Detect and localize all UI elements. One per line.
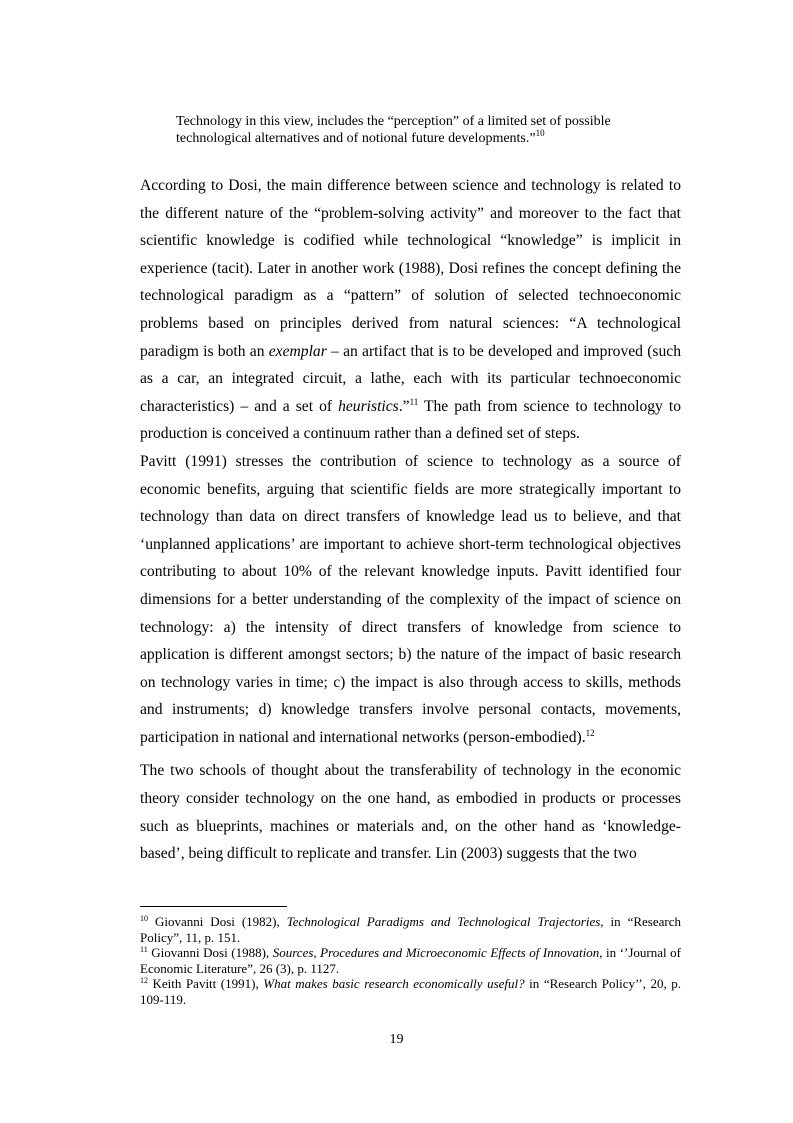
page-number: 19 [389,1032,404,1047]
footnote-ref-10[interactable]: 10 [535,128,545,138]
paragraph-dosi-part-1: According to Dosi, the main difference between science and technology is related to the different nature of the “problem-solving activity” and moreover to the fact that scientific knowledge is codified while technological “knowledge” is implicit in experience (tacit). Later in another work (1988), Dosi refines the concept defining the technological paradigm as a “pattern” of solution of selected technoeconomic problems based on principles derived from natural sciences: “A technological paradigm is both an [140,177,681,360]
footnote-title: What makes basic research economically useful? [263,976,525,992]
block-quote [176,113,656,147]
footnote-source: in “Research Policy’’, 20, p. 109-119. [140,976,681,1007]
footnote-title: Technological Paradigms and Technological Trajectories [286,914,601,929]
footnote-ref-11[interactable]: 11 [409,396,419,407]
term-exemplar: exemplar [268,342,327,360]
paragraph-dosi-part-4: The path from science to technology to production is conceived a continuum rather than a defined set of steps. [140,397,681,443]
paragraph-dosi-part-2: – an artifact that is to be developed and improved (such as a car, an integrated circuit, a lathe, each with its particular technoeconomic characteristics) – and a set of [140,342,681,415]
main-text [140,172,681,868]
block-quote-line-1: Technology in this view, includes the “perception” of a limited set of possible [176,114,611,129]
paragraph-dosi [140,172,681,448]
footnote-source: , in “Research Policy”, 11, p. 151. [140,914,681,945]
block-quote-line-2 [176,130,656,147]
footnote-10 [140,914,681,945]
footnote-12 [140,976,681,1007]
footnote-author: Keith Pavitt (1991), [148,976,264,992]
footnote-author: Giovanni Dosi (1988), [147,945,273,961]
footnote-divider [140,906,287,907]
footnote-author: Giovanni Dosi (1982), [148,914,287,929]
footnote-ref-12[interactable]: 12 [585,727,595,738]
paragraph-dosi-part-3: .” [398,397,410,415]
paragraph-pavitt-text: Pavitt (1991) stresses the contribution of science to technology as a source of economic benefits, arguing that scientific fields are more strategically important to technology than data on direct transfers of knowledge lead us to believe, and that ‘unplanned applications’ are important to achieve short-term technological objectives contributing to about 10% of the relevant knowledge inputs. Pavitt identified four dimensions for a better understanding of the complexity of the impact of science on technology: a) the intensity of direct transfers of knowledge from science to application is different amongst sectors; b) the nature of the impact of basic research on technology varies in time; c) the impact is also through access to skills, methods and instruments; d) knowledge transfers involve personal contacts, movements, participation in national and international networks (person-embodied). [140,452,681,746]
footnote-number: 10 [140,914,148,923]
footnote-source: , in ‘’Journal of Economic Literature”, 26 (3), p. 1127. [140,945,682,976]
footnote-title: Sources, Procedures and Microeconomic Effects of Innovation [272,945,600,961]
footnotes [140,914,681,1008]
paragraph-pavitt [140,448,681,752]
footnote-number: 11 [140,945,148,955]
footnote-11 [140,945,681,976]
paragraph-two-schools: The two schools of thought about the transferability of technology in the economic theory consider technology on the one hand, as embodied in products or processes such as blueprints, machines or materials and, on the other hand as ‘knowledge-based’, being difficult to replicate and transfer. Lin (2003) suggests that the two [140,762,681,863]
footnote-number: 12 [140,976,148,986]
block-quote-text: technological alternatives and of notional future developments.” [176,131,536,146]
term-heuristics: heuristics [338,397,399,415]
